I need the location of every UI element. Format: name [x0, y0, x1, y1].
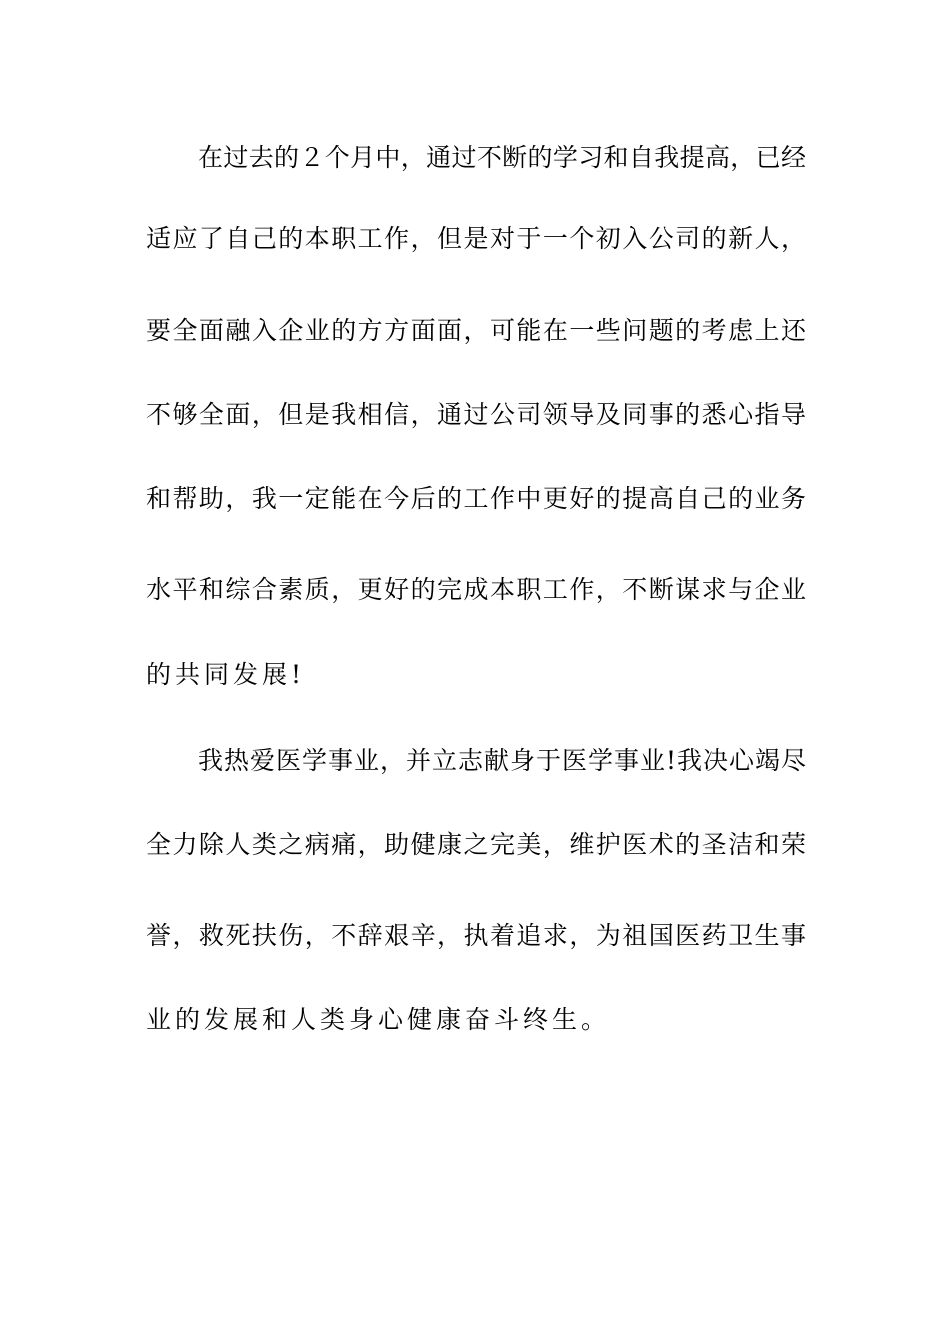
text-line: 业的发展和人类身心健康奋斗终生。	[146, 1005, 611, 1034]
text-line: 全力除人类之病痛，助健康之完美，维护医术的圣洁和荣	[146, 830, 806, 859]
text-line: 要全面融入企业的方方面面，可能在一些问题的考虑上还	[146, 316, 806, 345]
text-line: 誉，救死扶伤，不辞艰辛，执着追求，为祖国医药卫生事	[146, 921, 806, 950]
text-line: 我热爱医学事业，并立志献身于医学事业!我决心竭尽	[198, 746, 806, 775]
text-line: 水平和综合素质，更好的完成本职工作，不断谋求与企业	[146, 575, 806, 604]
text-line: 在过去的２个月中，通过不断的学习和自我提高，已经	[198, 143, 806, 172]
text-line: 适应了自己的本职工作，但是对于一个初入公司的新人，	[146, 224, 806, 253]
text-line: 不够全面，但是我相信，通过公司领导及同事的悉心指导	[146, 400, 806, 429]
text-line: 和帮助，我一定能在今后的工作中更好的提高自己的业务	[146, 484, 806, 513]
text-line: 的共同发展!	[146, 660, 306, 689]
